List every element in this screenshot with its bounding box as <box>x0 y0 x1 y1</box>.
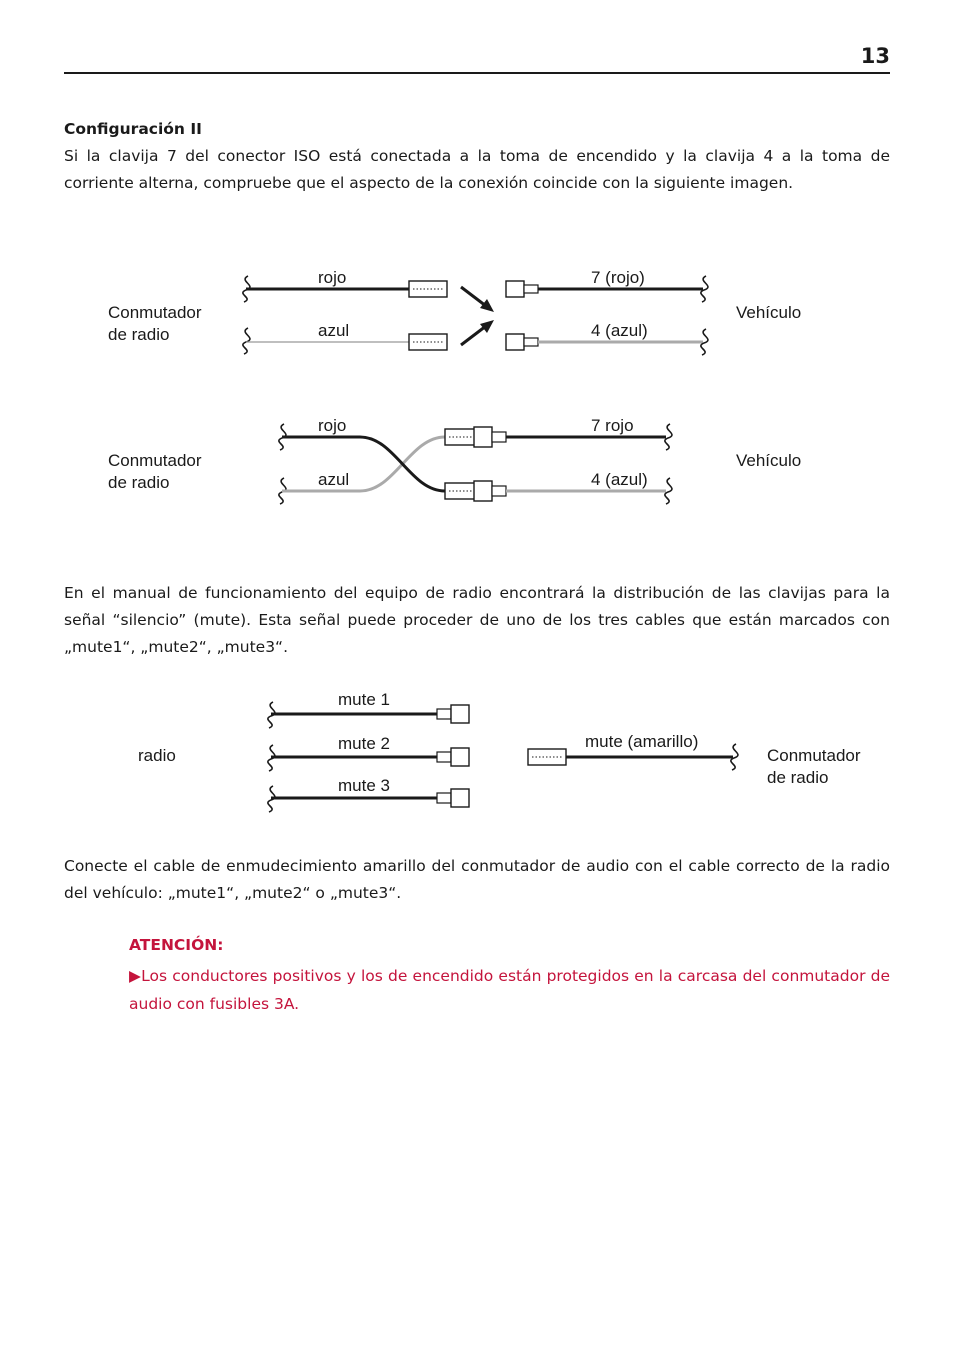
warning-title: ATENCIÓN: <box>129 936 224 954</box>
d1-wire-top-left-label: rojo <box>318 268 347 287</box>
d2-wire-bottom-left-label: azul <box>318 470 350 489</box>
d3-left-label: radio <box>138 746 176 765</box>
d1-connector-blue-right <box>506 334 524 350</box>
warning-text: ▶Los conductores positivos y los de encendido están protegidos en la carcasa del conmutador de audio con fusibles 3A. <box>129 967 890 1013</box>
d2-wire-bottom-right-label: 4 (azul) <box>591 470 648 489</box>
d2-right-label: Vehículo <box>736 451 802 470</box>
d3-right-label-line1: Conmutador <box>767 746 861 765</box>
diagram-2 <box>108 416 801 504</box>
d2-left-label-line2: de radio <box>108 473 170 492</box>
diagram-3 <box>138 690 861 812</box>
d3-right-label-line2: de radio <box>767 768 829 787</box>
d2-wire-top-right-label: 7 rojo <box>591 416 634 435</box>
d2-connector-bottom-male <box>474 481 492 501</box>
d2-connector-top-male <box>474 427 492 447</box>
d1-wire-bottom-right-label: 4 (azul) <box>591 321 648 340</box>
d1-arrow-up <box>461 326 486 345</box>
d1-break-mark-bottom-left <box>243 328 250 354</box>
d3-connector-1 <box>451 705 469 723</box>
section-title: Configuración II <box>64 120 202 138</box>
d1-left-label-line2: de radio <box>108 325 170 344</box>
d2-wire-top-left-label: rojo <box>318 416 347 435</box>
diagram-1 <box>108 268 801 355</box>
d1-arrow-down <box>461 287 486 306</box>
d2-left-label-line1: Conmutador <box>108 451 202 470</box>
page-number: 13 <box>860 44 890 68</box>
d3-wire-3-label: mute 3 <box>338 776 390 795</box>
mute-paragraph: En el manual de funcionamiento del equipo de radio encontrará la distribución de las clavijas para la señal “silencio” (mute). Esta señal puede proceder de uno de los tres cables que están marcados con „mute1“, „mute2“, „mute3“. <box>64 584 890 656</box>
d3-wire-2-label: mute 2 <box>338 734 390 753</box>
d3-wire-1-label: mute 1 <box>338 690 390 709</box>
d1-wire-top-right-label: 7 (rojo) <box>591 268 645 287</box>
d1-wire-bottom-left-label: azul <box>318 321 350 340</box>
d1-left-label-line1: Conmutador <box>108 303 202 322</box>
connect-paragraph: Conecte el cable de enmudecimiento amarillo del conmutador de audio con el cable correcto de la radio del vehículo: „mute1“, „mute2“ o „mute3“. <box>64 857 890 902</box>
intro-paragraph: Si la clavija 7 del conector ISO está conectada a la toma de encendido y la clavija 4 a la toma de corriente alterna, compruebe que el aspecto de la conexión coincide con la siguiente imagen. <box>64 147 890 192</box>
d1-connector-red-right <box>506 281 524 297</box>
d3-wire-yellow-label: mute (amarillo) <box>585 732 699 751</box>
d3-connector-2 <box>451 748 469 766</box>
d3-connector-3 <box>451 789 469 807</box>
d1-right-label: Vehículo <box>736 303 802 322</box>
